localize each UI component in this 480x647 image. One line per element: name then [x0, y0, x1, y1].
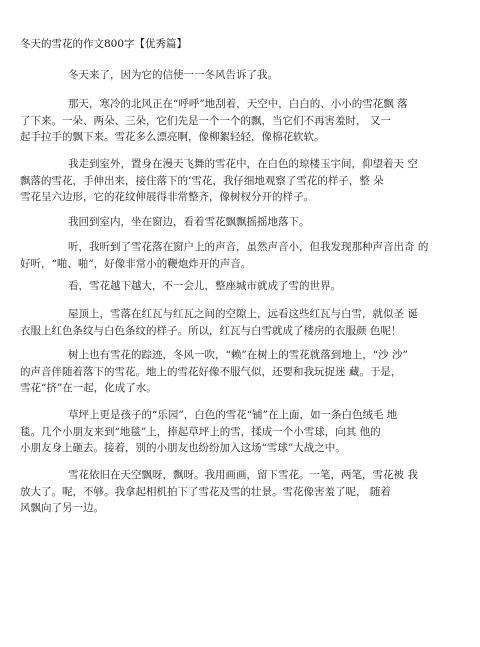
- paragraph-line: 那天，寒冷的北风正在“呼呼”地刮着，天空中，白白的、小小的雪花飘 落: [68, 98, 408, 110]
- paragraph-10: [20, 467, 440, 517]
- paragraph-line: 草坪上更是孩子的“乐园”，白色的雪花“铺”在上面，如一条白色绒毛 地: [68, 409, 398, 421]
- paragraph-line: 雪花依旧在天空飘呀，飘呀。我用画画，留下雪花。一笔，两笔，雪花被 我: [68, 469, 418, 481]
- paragraph-line: 冬天来了，因为它的信使一一冬风告诉了我。: [68, 69, 278, 81]
- paragraph-1: [48, 67, 440, 84]
- paragraph-line: 我走到室外，置身在漫天飞舞的雪花中，在白色的琼楼玉宇间，仰望着天 空: [68, 158, 418, 170]
- paragraph-line: 看，雪花越下越大，不一会儿，整座城市就成了雪的世界。: [68, 280, 341, 292]
- paragraph-6: [48, 278, 440, 295]
- paragraph-line: 起手拉手的飘下来。雪花多么漂亮啊，像柳絮轻轻，像棉花软软。: [20, 131, 325, 143]
- paragraph-line: 小朋友身上砸去。接着，别的小朋友也纷纷加入这场“雪球”大战之中。: [20, 442, 346, 454]
- paragraph-line: 树上也有雪花的踪迹，冬风一吹，“赖”在树上的雪花就落到地上，“沙 沙”: [68, 349, 408, 361]
- paragraph-line: 听，我听到了雪花落在窗户上的声音，虽然声音小，但我发现那种声音出奇 的: [68, 241, 429, 253]
- paragraph-line: 我回到室内，坐在窗边，看着雪花飘飘摇摇地落下。: [68, 216, 310, 228]
- paragraph-9: [20, 407, 440, 457]
- paragraph-line: 风飘向了另一边。: [20, 502, 104, 514]
- paragraph-5: [20, 239, 440, 272]
- paragraph-line: 屋顶上，雪落在红瓦与红瓦之间的空隙上，远看这些红瓦与白雪，就似圣 诞: [68, 308, 418, 320]
- paragraph-8: [20, 347, 440, 397]
- paragraph-line: 好听，“啪、啪”，好像非常小的鞭炮炸开的声音。: [20, 257, 252, 270]
- paragraph-4: [48, 214, 440, 231]
- paragraph-line: 雪花呈六边形，它的花纹伸展得非常整齐，像树杈分开的样子。: [20, 191, 314, 203]
- paragraph-line: 的声音伴随着落下的雪花。地上的雪花好像不服气似，还要和我玩捉迷 藏。于是，: [20, 365, 402, 378]
- paragraph-3: [20, 156, 440, 206]
- document-title: 冬天的雪花的作文800字【优秀篇】: [20, 38, 188, 50]
- paragraph-2: [20, 96, 440, 146]
- paragraph-line: 了下来。一朵、两朵、三朵，它们先是一个一个的飘，当它们不再害羞时， 又一: [20, 114, 391, 127]
- paragraph-line: 毯。几个小朋友来到“地毯”上，捧起草坪上的雪，揉成一个小雪球，向其 他的: [20, 425, 381, 438]
- paragraph-7: [20, 306, 440, 339]
- paragraph-line: 飘落的雪花，手伸出来，接住落下的‘雪花，我仔细地观察了雪花的样子，整 朵: [20, 174, 384, 187]
- paragraph-line: 雪花“挤”在一起，化成了水。: [20, 382, 157, 394]
- paragraph-line: 放大了。呢，不够。我拿起相机拍下了雪花及雪的壮景。雪花像害羞了呢， 随着: [20, 485, 391, 498]
- paragraph-line: 衣服上红色条纹与白色条纹的样子。所以，红瓦与白雪就成了楼房的衣服颜 色呢！: [20, 324, 402, 337]
